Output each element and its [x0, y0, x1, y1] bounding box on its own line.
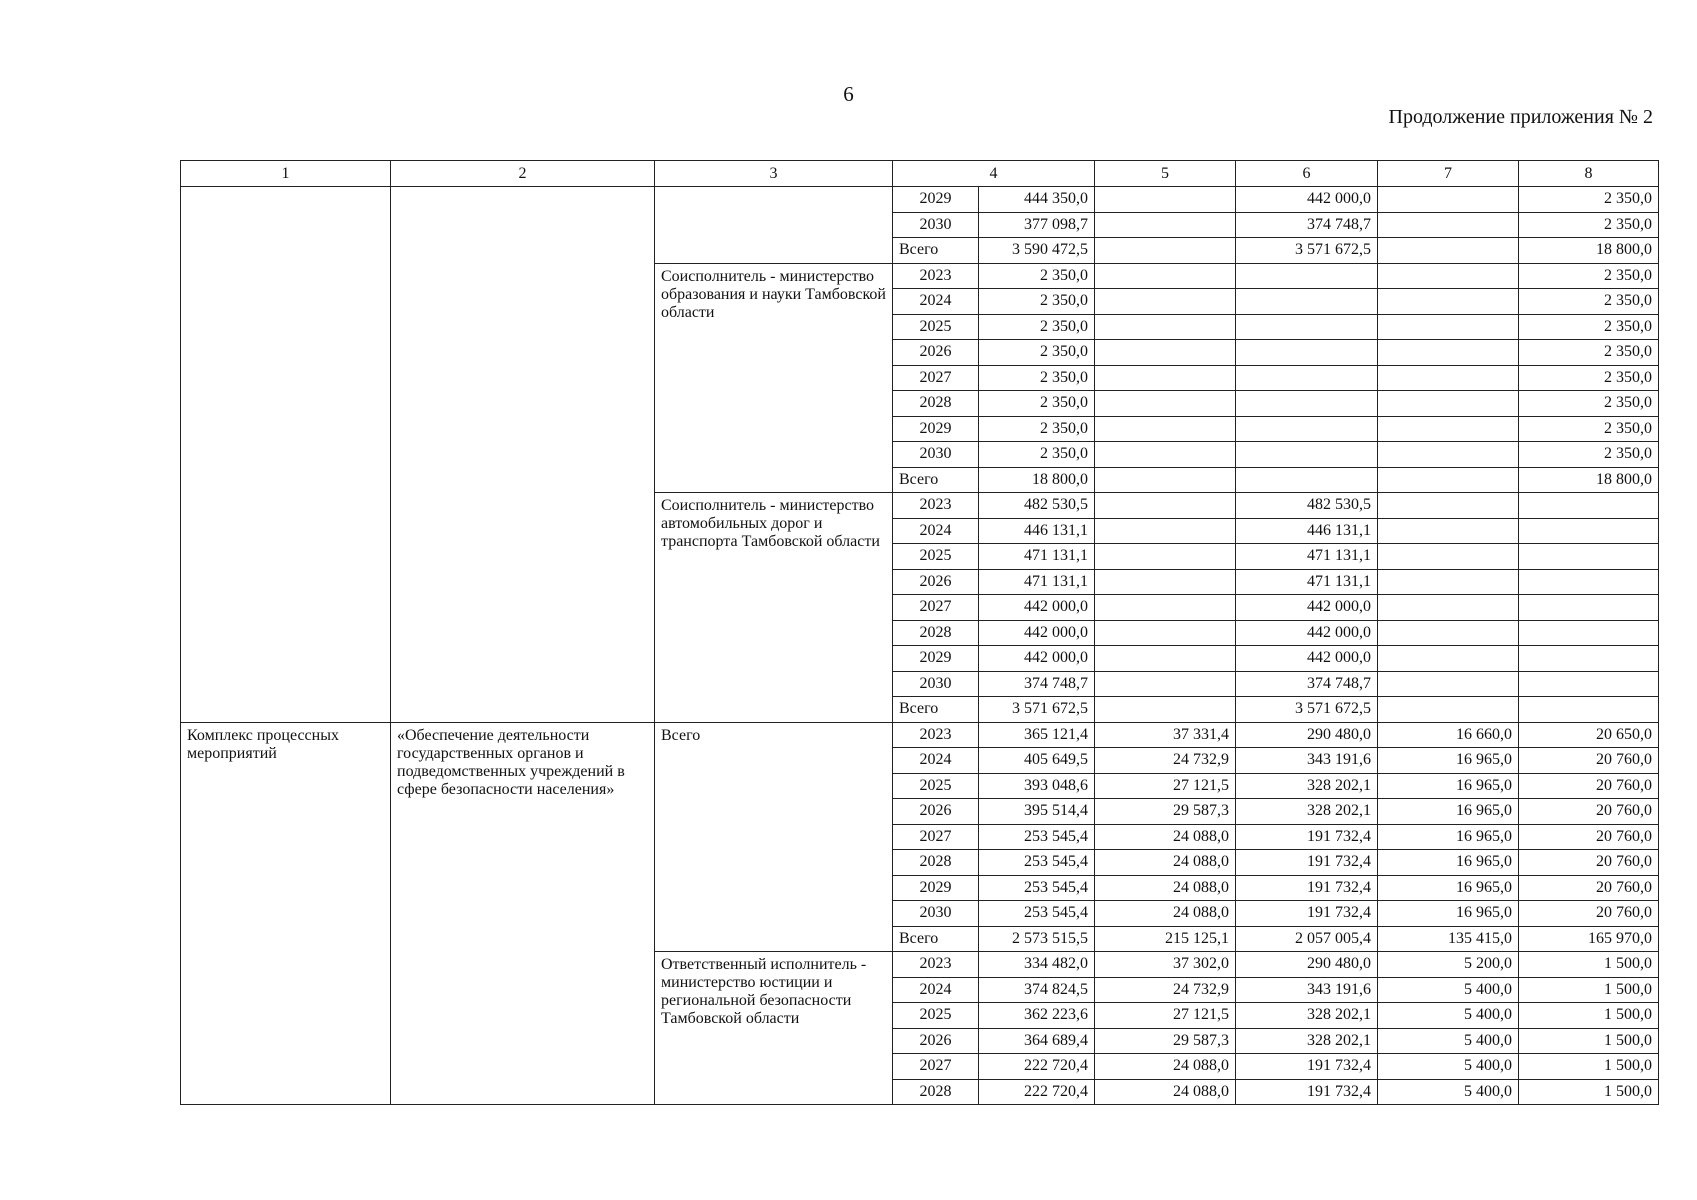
col6-cell: 328 202,1 — [1236, 1028, 1378, 1054]
col6-cell: 290 480,0 — [1236, 952, 1378, 978]
col5-cell — [1095, 416, 1236, 442]
col7-cell — [1378, 620, 1519, 646]
col5-cell: 24 088,0 — [1095, 875, 1236, 901]
year-cell: 2030 — [893, 212, 979, 238]
col6-cell — [1236, 314, 1378, 340]
col7-cell: 135 415,0 — [1378, 926, 1519, 952]
col8-cell: 2 350,0 — [1519, 340, 1659, 366]
col5-cell — [1095, 314, 1236, 340]
col6-cell: 471 131,1 — [1236, 569, 1378, 595]
header-cell: 6 — [1236, 161, 1378, 187]
col8-cell: 1 500,0 — [1519, 1079, 1659, 1105]
program-type-cell: Комплекс процессных мероприятий — [181, 722, 391, 1105]
budget-table — [180, 160, 1659, 1105]
col8-cell: 20 760,0 — [1519, 773, 1659, 799]
year-cell: 2023 — [893, 493, 979, 519]
col5-cell: 24 732,9 — [1095, 977, 1236, 1003]
col7-cell: 16 965,0 — [1378, 773, 1519, 799]
col5-cell: 24 088,0 — [1095, 850, 1236, 876]
year-cell: 2027 — [893, 1054, 979, 1080]
col6-cell: 191 732,4 — [1236, 850, 1378, 876]
col8-cell: 2 350,0 — [1519, 187, 1659, 213]
year-cell: 2024 — [893, 518, 979, 544]
total-cell: 222 720,4 — [979, 1079, 1095, 1105]
col8-cell: 2 350,0 — [1519, 314, 1659, 340]
total-cell: 482 530,5 — [979, 493, 1095, 519]
col6-cell: 328 202,1 — [1236, 1003, 1378, 1029]
col5-cell — [1095, 442, 1236, 468]
col8-cell: 20 760,0 — [1519, 799, 1659, 825]
total-cell: 2 350,0 — [979, 416, 1095, 442]
col7-cell — [1378, 314, 1519, 340]
col8-cell: 2 350,0 — [1519, 365, 1659, 391]
col7-cell — [1378, 289, 1519, 315]
col6-cell: 2 057 005,4 — [1236, 926, 1378, 952]
year-cell: 2027 — [893, 365, 979, 391]
year-cell: 2023 — [893, 952, 979, 978]
col8-cell — [1519, 493, 1659, 519]
col7-cell — [1378, 391, 1519, 417]
col6-cell — [1236, 416, 1378, 442]
col6-cell: 191 732,4 — [1236, 824, 1378, 850]
col5-cell: 27 121,5 — [1095, 773, 1236, 799]
col7-cell — [1378, 518, 1519, 544]
total-cell: 393 048,6 — [979, 773, 1095, 799]
col7-cell: 5 400,0 — [1378, 1028, 1519, 1054]
executor-cell: Всего — [655, 722, 893, 952]
col7-cell: 5 200,0 — [1378, 952, 1519, 978]
col7-cell — [1378, 365, 1519, 391]
col7-cell — [1378, 569, 1519, 595]
col5-cell — [1095, 365, 1236, 391]
col6-cell: 442 000,0 — [1236, 187, 1378, 213]
year-cell: 2024 — [893, 977, 979, 1003]
col8-cell: 20 760,0 — [1519, 824, 1659, 850]
col8-cell — [1519, 569, 1659, 595]
col6-cell — [1236, 365, 1378, 391]
col5-cell: 24 088,0 — [1095, 901, 1236, 927]
year-cell: Всего — [893, 697, 979, 723]
col6-cell: 442 000,0 — [1236, 595, 1378, 621]
col8-cell — [1519, 671, 1659, 697]
executor-cell: Ответственный исполнитель - министерство юстиции и региональной безопасности Тамбовской области — [655, 952, 893, 1105]
total-cell: 2 350,0 — [979, 263, 1095, 289]
col5-cell — [1095, 391, 1236, 417]
total-cell: 2 350,0 — [979, 340, 1095, 366]
col6-cell: 482 530,5 — [1236, 493, 1378, 519]
executor-cell: Соисполнитель - министерство автомобильных дорог и транспорта Тамбовской области — [655, 493, 893, 723]
col6-cell: 343 191,6 — [1236, 977, 1378, 1003]
col5-cell — [1095, 595, 1236, 621]
col7-cell — [1378, 340, 1519, 366]
col8-cell: 2 350,0 — [1519, 263, 1659, 289]
col6-cell — [1236, 467, 1378, 493]
col7-cell — [1378, 493, 1519, 519]
col8-cell: 20 760,0 — [1519, 748, 1659, 774]
year-cell: 2025 — [893, 773, 979, 799]
col8-cell: 165 970,0 — [1519, 926, 1659, 952]
col8-cell: 20 760,0 — [1519, 901, 1659, 927]
total-cell: 18 800,0 — [979, 467, 1095, 493]
col5-cell — [1095, 212, 1236, 238]
total-cell: 3 571 672,5 — [979, 697, 1095, 723]
year-cell: 2030 — [893, 901, 979, 927]
col5-cell — [1095, 569, 1236, 595]
col6-cell: 3 571 672,5 — [1236, 238, 1378, 264]
total-cell: 364 689,4 — [979, 1028, 1095, 1054]
executor-cell — [655, 187, 893, 264]
col8-cell: 2 350,0 — [1519, 442, 1659, 468]
total-cell: 253 545,4 — [979, 901, 1095, 927]
col7-cell: 16 965,0 — [1378, 799, 1519, 825]
col6-cell: 374 748,7 — [1236, 671, 1378, 697]
total-cell: 362 223,6 — [979, 1003, 1095, 1029]
col8-cell: 1 500,0 — [1519, 1054, 1659, 1080]
col7-cell: 16 965,0 — [1378, 850, 1519, 876]
col7-cell: 16 965,0 — [1378, 824, 1519, 850]
total-cell: 442 000,0 — [979, 646, 1095, 672]
col5-cell: 29 587,3 — [1095, 1028, 1236, 1054]
header-cell: 8 — [1519, 161, 1659, 187]
col6-cell — [1236, 391, 1378, 417]
col8-cell: 2 350,0 — [1519, 212, 1659, 238]
total-cell: 446 131,1 — [979, 518, 1095, 544]
year-cell: 2028 — [893, 620, 979, 646]
col8-cell — [1519, 595, 1659, 621]
col5-cell — [1095, 671, 1236, 697]
total-cell: 374 748,7 — [979, 671, 1095, 697]
executor-cell: Соисполнитель - министерство образования и науки Тамбовской области — [655, 263, 893, 493]
col5-cell: 37 331,4 — [1095, 722, 1236, 748]
col6-cell: 328 202,1 — [1236, 773, 1378, 799]
year-cell: 2028 — [893, 391, 979, 417]
col7-cell — [1378, 697, 1519, 723]
col7-cell — [1378, 212, 1519, 238]
col7-cell: 5 400,0 — [1378, 1054, 1519, 1080]
col6-cell: 442 000,0 — [1236, 620, 1378, 646]
col6-cell: 374 748,7 — [1236, 212, 1378, 238]
col7-cell — [1378, 416, 1519, 442]
total-cell: 442 000,0 — [979, 595, 1095, 621]
header-cell: 1 — [181, 161, 391, 187]
col8-cell: 2 350,0 — [1519, 416, 1659, 442]
total-cell: 2 573 515,5 — [979, 926, 1095, 952]
col8-cell: 1 500,0 — [1519, 1003, 1659, 1029]
year-cell: Всего — [893, 238, 979, 264]
col5-cell: 27 121,5 — [1095, 1003, 1236, 1029]
header-row — [181, 161, 1659, 187]
year-cell: Всего — [893, 467, 979, 493]
col7-cell: 16 965,0 — [1378, 875, 1519, 901]
year-cell: 2025 — [893, 1003, 979, 1029]
col8-cell — [1519, 518, 1659, 544]
col6-cell: 191 732,4 — [1236, 901, 1378, 927]
col7-cell: 16 965,0 — [1378, 748, 1519, 774]
year-cell: 2026 — [893, 1028, 979, 1054]
year-cell: 2026 — [893, 340, 979, 366]
year-cell: 2023 — [893, 263, 979, 289]
col5-cell — [1095, 646, 1236, 672]
col7-cell — [1378, 544, 1519, 570]
col6-cell: 191 732,4 — [1236, 1054, 1378, 1080]
col5-cell — [1095, 238, 1236, 264]
continuation-title: Продолжение приложения № 2 — [1388, 106, 1653, 128]
col8-cell — [1519, 620, 1659, 646]
col5-cell: 37 302,0 — [1095, 952, 1236, 978]
total-cell: 442 000,0 — [979, 620, 1095, 646]
total-cell: 222 720,4 — [979, 1054, 1095, 1080]
col8-cell: 18 800,0 — [1519, 238, 1659, 264]
col6-cell — [1236, 442, 1378, 468]
col6-cell: 3 571 672,5 — [1236, 697, 1378, 723]
col6-cell: 191 732,4 — [1236, 875, 1378, 901]
header-cell: 7 — [1378, 161, 1519, 187]
col8-cell: 18 800,0 — [1519, 467, 1659, 493]
col8-cell: 20 760,0 — [1519, 850, 1659, 876]
col6-cell — [1236, 340, 1378, 366]
col6-cell: 442 000,0 — [1236, 646, 1378, 672]
col6-cell — [1236, 263, 1378, 289]
col8-cell — [1519, 697, 1659, 723]
col7-cell — [1378, 238, 1519, 264]
total-cell: 471 131,1 — [979, 569, 1095, 595]
year-cell: Всего — [893, 926, 979, 952]
col6-cell: 290 480,0 — [1236, 722, 1378, 748]
col5-cell: 24 088,0 — [1095, 1054, 1236, 1080]
total-cell: 471 131,1 — [979, 544, 1095, 570]
col7-cell: 5 400,0 — [1378, 1079, 1519, 1105]
col7-cell — [1378, 187, 1519, 213]
year-cell: 2026 — [893, 799, 979, 825]
col8-cell — [1519, 646, 1659, 672]
year-cell: 2029 — [893, 187, 979, 213]
header-cell: 4 — [893, 161, 1095, 187]
year-cell: 2025 — [893, 544, 979, 570]
total-cell: 395 514,4 — [979, 799, 1095, 825]
col5-cell — [1095, 544, 1236, 570]
header-cell: 3 — [655, 161, 893, 187]
col7-cell: 16 965,0 — [1378, 901, 1519, 927]
year-cell: 2030 — [893, 442, 979, 468]
total-cell: 444 350,0 — [979, 187, 1095, 213]
col5-cell: 24 088,0 — [1095, 1079, 1236, 1105]
col6-cell: 343 191,6 — [1236, 748, 1378, 774]
year-cell: 2028 — [893, 1079, 979, 1105]
year-cell: 2028 — [893, 850, 979, 876]
col7-cell: 16 660,0 — [1378, 722, 1519, 748]
program-name-cell: «Обеспечение деятельности государственных органов и подведомственных учреждений в сфере безопасности населения» — [391, 722, 655, 1105]
col8-cell: 1 500,0 — [1519, 977, 1659, 1003]
year-cell: 2029 — [893, 646, 979, 672]
year-cell: 2030 — [893, 671, 979, 697]
year-cell: 2024 — [893, 748, 979, 774]
year-cell: 2027 — [893, 824, 979, 850]
total-cell: 253 545,4 — [979, 875, 1095, 901]
col5-cell — [1095, 340, 1236, 366]
col7-cell — [1378, 646, 1519, 672]
col8-cell: 2 350,0 — [1519, 289, 1659, 315]
col5-cell — [1095, 620, 1236, 646]
page-number: 6 — [843, 82, 854, 106]
program-type-cell — [181, 187, 391, 723]
col7-cell: 5 400,0 — [1378, 977, 1519, 1003]
col8-cell — [1519, 544, 1659, 570]
table-row — [181, 187, 1659, 213]
col7-cell — [1378, 671, 1519, 697]
col5-cell — [1095, 518, 1236, 544]
col5-cell — [1095, 289, 1236, 315]
total-cell: 365 121,4 — [979, 722, 1095, 748]
program-name-cell — [391, 187, 655, 723]
col6-cell — [1236, 289, 1378, 315]
total-cell: 374 824,5 — [979, 977, 1095, 1003]
col6-cell: 471 131,1 — [1236, 544, 1378, 570]
total-cell: 2 350,0 — [979, 391, 1095, 417]
year-cell: 2024 — [893, 289, 979, 315]
col5-cell — [1095, 263, 1236, 289]
col6-cell: 446 131,1 — [1236, 518, 1378, 544]
col5-cell — [1095, 493, 1236, 519]
year-cell: 2029 — [893, 416, 979, 442]
total-cell: 253 545,4 — [979, 850, 1095, 876]
total-cell: 253 545,4 — [979, 824, 1095, 850]
col5-cell: 215 125,1 — [1095, 926, 1236, 952]
col7-cell — [1378, 263, 1519, 289]
col7-cell: 5 400,0 — [1378, 1003, 1519, 1029]
year-cell: 2027 — [893, 595, 979, 621]
col5-cell — [1095, 697, 1236, 723]
col8-cell: 2 350,0 — [1519, 391, 1659, 417]
table-row — [181, 722, 1659, 748]
col8-cell: 1 500,0 — [1519, 1028, 1659, 1054]
col5-cell — [1095, 187, 1236, 213]
col7-cell — [1378, 595, 1519, 621]
year-cell: 2023 — [893, 722, 979, 748]
col5-cell: 29 587,3 — [1095, 799, 1236, 825]
col8-cell: 20 760,0 — [1519, 875, 1659, 901]
total-cell: 2 350,0 — [979, 289, 1095, 315]
total-cell: 334 482,0 — [979, 952, 1095, 978]
year-cell: 2025 — [893, 314, 979, 340]
header-cell: 5 — [1095, 161, 1236, 187]
col7-cell — [1378, 467, 1519, 493]
total-cell: 405 649,5 — [979, 748, 1095, 774]
col5-cell — [1095, 467, 1236, 493]
total-cell: 2 350,0 — [979, 365, 1095, 391]
col5-cell: 24 732,9 — [1095, 748, 1236, 774]
col7-cell — [1378, 442, 1519, 468]
total-cell: 3 590 472,5 — [979, 238, 1095, 264]
col5-cell: 24 088,0 — [1095, 824, 1236, 850]
col8-cell: 1 500,0 — [1519, 952, 1659, 978]
year-cell: 2029 — [893, 875, 979, 901]
col6-cell: 191 732,4 — [1236, 1079, 1378, 1105]
total-cell: 2 350,0 — [979, 314, 1095, 340]
year-cell: 2026 — [893, 569, 979, 595]
col6-cell: 328 202,1 — [1236, 799, 1378, 825]
total-cell: 377 098,7 — [979, 212, 1095, 238]
header-cell: 2 — [391, 161, 655, 187]
col8-cell: 20 650,0 — [1519, 722, 1659, 748]
total-cell: 2 350,0 — [979, 442, 1095, 468]
